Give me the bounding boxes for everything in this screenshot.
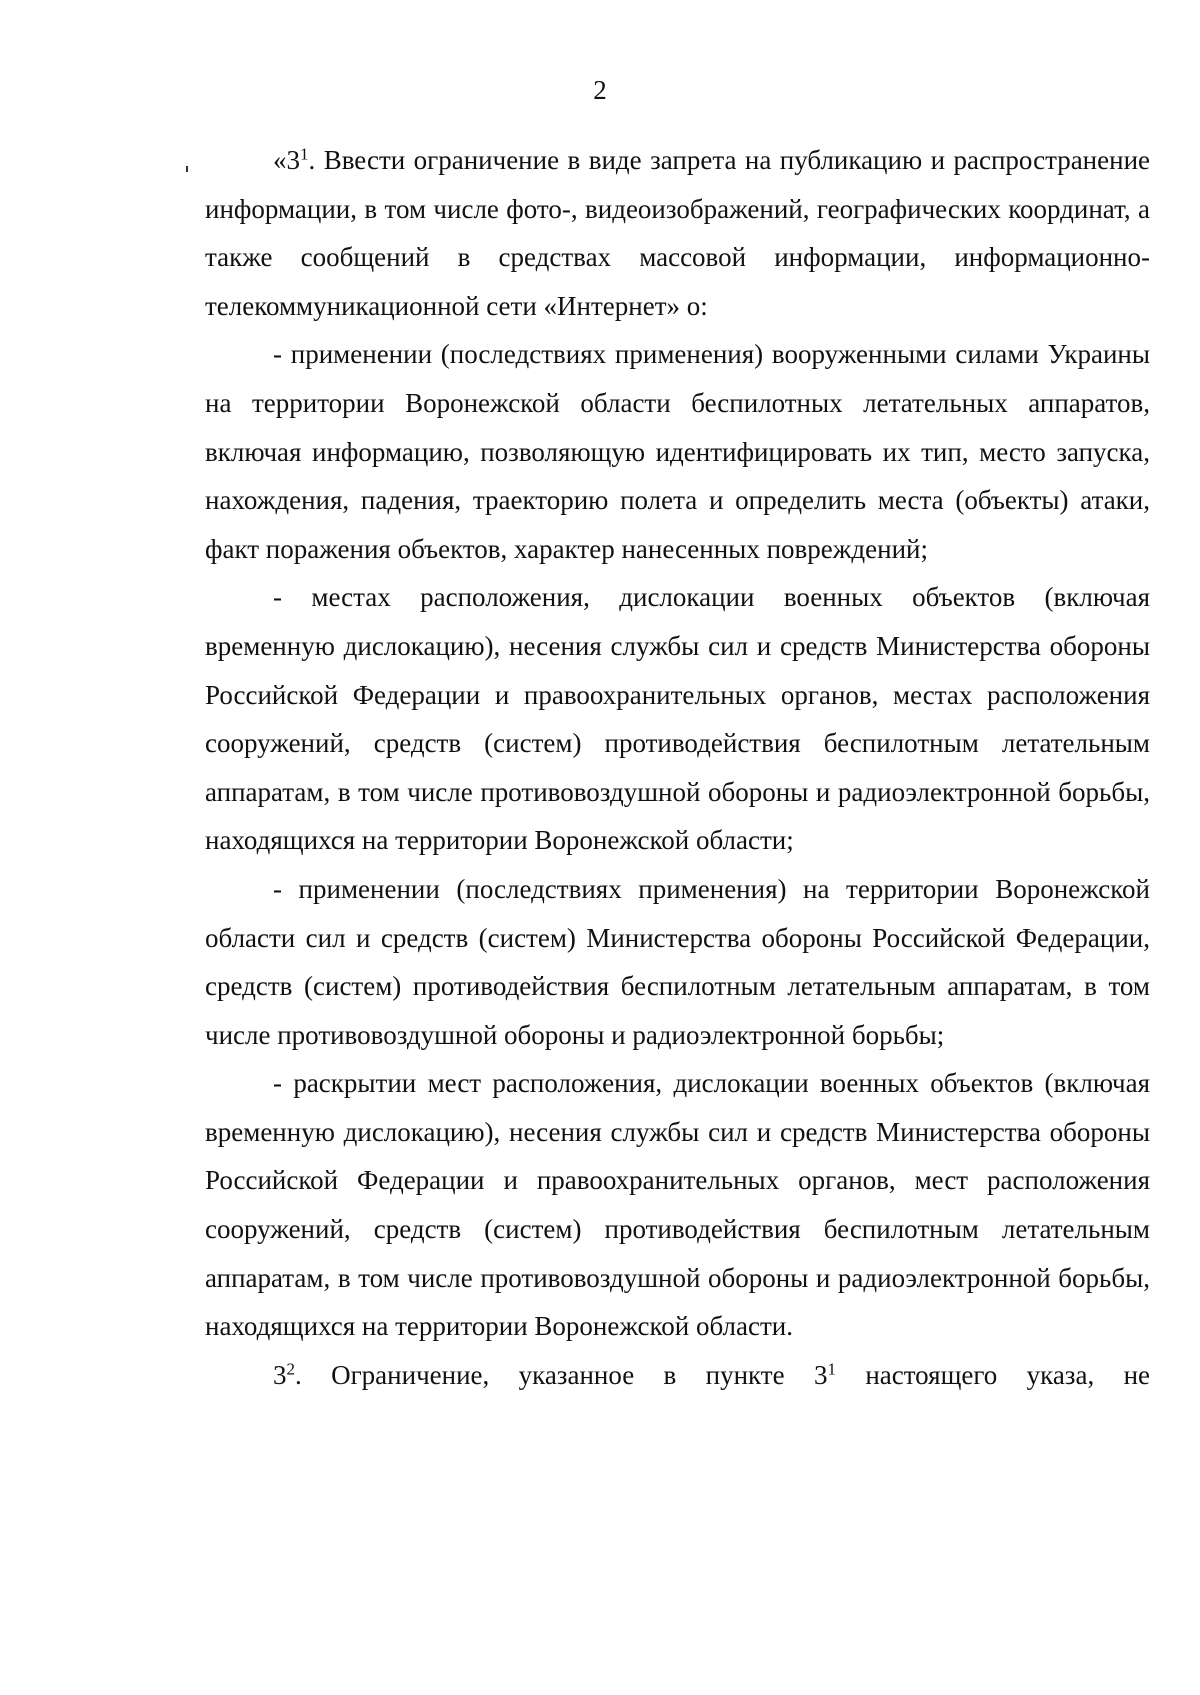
clause-number: 3	[273, 1359, 287, 1390]
page-number: 2	[593, 75, 607, 105]
scan-artifact-mark	[186, 166, 188, 172]
paragraph-item-forces-use: - применении (последствиях применения) на территории Воронежской области сил и средств (систем) Министерства обороны Российской Федерации, средств (систем) противодействия беспилотным летательным аппаратам, в том числе противовоздушной обороны и радиоэлектронной борьбы;	[205, 873, 1150, 1050]
document-body	[205, 136, 1150, 1399]
clause-superscript: 1	[300, 144, 309, 164]
paragraph-item-disclosure: - раскрытии мест расположения, дислокации военных объектов (включая временную дислокацию), несения службы сил и средств Министерства обороны Российской Федерации и правоохранительных органов, мест расположения сооружений, средств (систем) противодействия беспилотным летательным аппаратам, в том числе противовоздушной обороны и радиоэлектронной борьбы, находящихся на территории Воронежской области.	[205, 1068, 1150, 1342]
paragraph-item-military-locations: - местах расположения, дислокации военных объектов (включая временную дислокацию), несения службы сил и средств Министерства обороны Российской Федерации и правоохранительных органов, местах расположения сооружений, средств (систем) противодействия беспилотным летательным аппаратам, в том числе противовоздушной обороны и радиоэлектронной борьбы, находящихся на территории Воронежской области;	[205, 582, 1150, 856]
paragraph-text: . Ограничение, указанное в пункте 3	[295, 1359, 828, 1390]
paragraph-text-tail: настоящего указа, не	[835, 1359, 1150, 1390]
paragraph-clause-3-1	[205, 136, 1150, 330]
clause-number: «3	[273, 145, 300, 175]
paragraph-text: . Ввести ограничение в виде запрета на публикацию и распространение информации, в том числе фото-, видеоизображений, географических координат, а также сообщений в средствах массовой информации, информационно-телекоммуникационной сети «Интернет» о:	[205, 145, 1150, 321]
paragraph-item-drones: - применении (последствиях применения) вооруженными силами Украины на территории Воронежской области беспилотных летательных аппаратов, включая информацию, позволяющую идентифицировать их тип, место запуска, нахождения, падения, траекторию полета и определить места (объекты) атаки, факт поражения объектов, характер нанесенных повреждений;	[205, 339, 1150, 564]
clause-superscript: 2	[286, 1359, 295, 1379]
paragraph-clause-3-2	[205, 1351, 1150, 1400]
reference-superscript: 1	[827, 1359, 836, 1379]
